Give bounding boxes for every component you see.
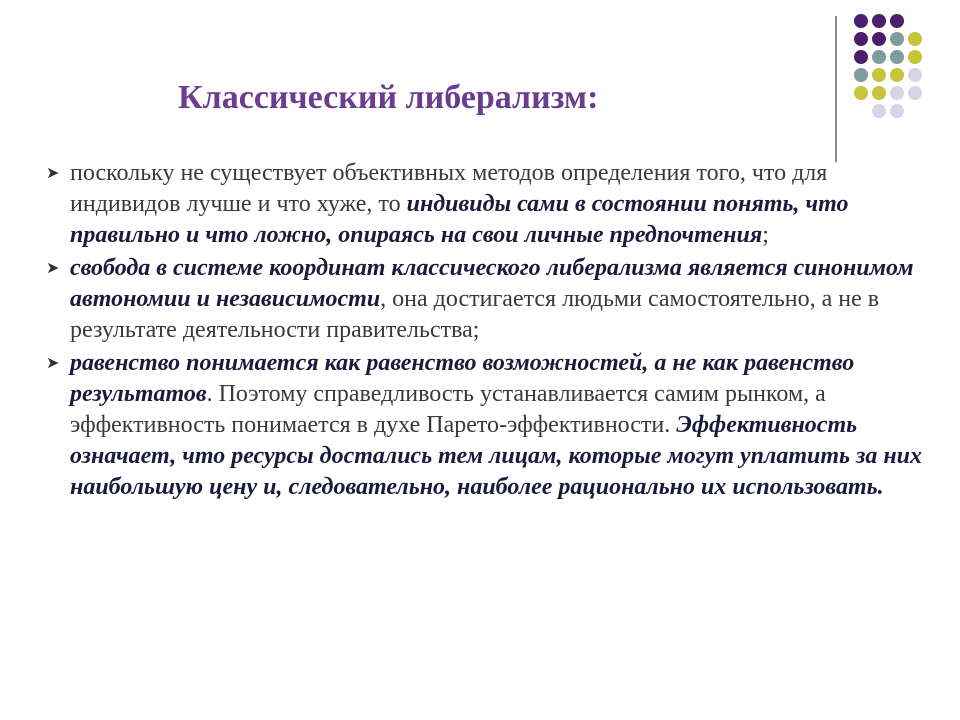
emphasized-text: равенство понимается как равенство возможностей, а не как равенство результатов <box>70 350 855 407</box>
decorative-divider <box>835 16 837 162</box>
decorative-dot <box>890 86 904 100</box>
decorative-dot <box>872 68 886 82</box>
bullet-item <box>44 348 934 503</box>
slide-title: Классический либерализм: <box>178 79 599 116</box>
decorative-dot <box>854 86 868 100</box>
bullet-text <box>70 350 922 500</box>
decorative-dot <box>854 32 868 46</box>
bullet-text <box>70 160 848 248</box>
decorative-dot <box>890 50 904 64</box>
decorative-dot <box>908 86 922 100</box>
emphasized-text: Эффективность означает, что ресурсы достались тем лицам, которые могут уплатить за них наибольшую цену и, следовательно, наиболее рационально их использовать. <box>70 412 923 500</box>
decorative-dot <box>854 50 868 64</box>
emphasized-text: индивиды сами в состоянии понять, что правильно и что ложно, опираясь на свои личные предпочтения <box>70 191 849 248</box>
bullet-text <box>70 255 914 343</box>
plain-text: . Поэтому справедливость устанавливается самим рынком, а эффективность понимается в духе Парето-эффективности. <box>70 381 826 438</box>
decorative-dot <box>872 14 886 28</box>
arrow-bullet-icon: ➤ <box>46 355 60 372</box>
plain-text: ; <box>762 222 769 248</box>
decorative-dot <box>890 104 904 118</box>
decorative-dot <box>872 86 886 100</box>
decorative-dot <box>872 104 886 118</box>
decorative-dot <box>908 68 922 82</box>
bullet-item <box>44 253 934 346</box>
plain-text: поскольку не существует объективных методов определения того, что для индивидов лучше и что хуже, то <box>70 160 828 217</box>
bullet-item <box>44 158 934 251</box>
decorative-dot <box>890 32 904 46</box>
plain-text: , она достигается людьми самостоятельно, а не в результате деятельности правительства; <box>70 286 880 343</box>
emphasized-text: свобода в системе координат классического либерализма является синонимом автономии и независимости <box>70 255 914 312</box>
decorative-dot <box>854 68 868 82</box>
arrow-bullet-icon: ➤ <box>46 165 60 182</box>
decorative-dot <box>872 50 886 64</box>
decorative-dot <box>854 14 868 28</box>
bullet-list <box>44 158 934 505</box>
decorative-dot <box>908 32 922 46</box>
decorative-dot <box>908 50 922 64</box>
decorative-dot <box>890 14 904 28</box>
arrow-bullet-icon: ➤ <box>46 260 60 277</box>
decorative-dot <box>872 32 886 46</box>
decorative-dot <box>890 68 904 82</box>
